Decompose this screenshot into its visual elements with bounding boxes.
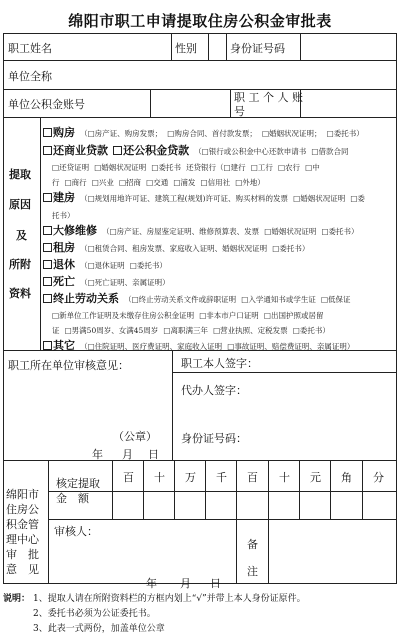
center-label-5: 审 批: [6, 548, 39, 561]
center-label-6: 意 见: [6, 563, 39, 576]
unit-year: 年: [92, 448, 103, 461]
center-label-3: 积金管: [6, 518, 39, 531]
reason-repay-banks: 行 □商行 □兴业 □招商 □交通 □浦发 □信用社 □外地）: [52, 178, 265, 187]
reason-other[interactable]: 其它 （□住院证明、医疗费证明、家庭收入证明 □事故证明、赔偿费证明、亲属证明）: [43, 334, 354, 353]
gender-label: 性别: [175, 42, 197, 55]
death-checkbox[interactable]: [43, 277, 52, 286]
remark-label-1: 备: [247, 538, 258, 551]
reason-repair[interactable]: 大修维修 （□房产证、房屋鉴定证明、维修预算表、发票 □婚姻状况证明 □委托书）: [43, 219, 359, 238]
unit-seal: （公章）: [113, 430, 157, 443]
note-item: 2、委托书必须为公证委托书。: [33, 609, 156, 619]
amount-col: [143, 460, 144, 519]
reason-label-5: 资料: [9, 287, 31, 300]
amount-unit: 百: [123, 471, 134, 484]
repair-checkbox[interactable]: [43, 226, 52, 235]
reason-death[interactable]: 死亡 （□死亡证明、亲属证明）: [43, 270, 170, 289]
terminate-checkbox[interactable]: [43, 294, 52, 303]
reason-retire[interactable]: 退休 （□退休证明 □委托书）: [43, 253, 167, 272]
col-line: [226, 33, 227, 60]
remark-label-2: 注: [247, 565, 258, 578]
amount-unit: 万: [185, 471, 196, 484]
amount-unit: 十: [279, 471, 290, 484]
amount-col: [236, 460, 237, 583]
amount-label-1: 核定提取: [56, 477, 100, 490]
amount-label-2: 金 额: [56, 492, 89, 505]
employee-name-label: 职工姓名: [8, 42, 52, 55]
approval-month: 月: [180, 577, 191, 590]
rent-checkbox[interactable]: [43, 243, 52, 252]
reviewer-label: 审核人：: [54, 525, 98, 538]
note-item: 1、提取人请在所附资料栏的方框内划上“√”并带上本人身份证原件。: [33, 594, 306, 604]
reason-build-docs: 托书）: [52, 211, 75, 220]
reason-label-1: 提取: [9, 168, 31, 181]
border-left: [3, 33, 4, 583]
amount-unit: 十: [154, 471, 165, 484]
reason-repay-loan-docs: □还贷证明 □婚姻状况证明 □委托书 还贷银行（□建行 □工行 □农行 □中: [52, 163, 320, 172]
note-item: 3、此表一式两份，加盖单位公章: [33, 624, 165, 634]
reason-terminate-docs: □新单位工作证明及未缴存住房公积金证明 □非本市户口证明 □出国护照或居留: [52, 311, 324, 320]
amount-unit: 元: [310, 471, 321, 484]
border-bottom: [3, 583, 397, 584]
employee-signature-label: 职工本人签字：: [181, 357, 258, 370]
row-line: [3, 60, 397, 61]
reason-build[interactable]: 建房 （□规划用地许可证、建筑工程(规划)许可证、购买材料的发票 □婚姻状况证明 □委: [43, 186, 365, 205]
personal-account-label-1: 职 工 个 人 账: [234, 91, 303, 104]
unit-name-label: 单位全称: [8, 70, 52, 83]
personal-account-label-2: 号: [234, 105, 245, 118]
amount-col: [205, 460, 206, 519]
amount-unit: 千: [216, 471, 227, 484]
reason-terminate-docs-2: 证 □男满50周岁、女满45周岁 □离职满三年 □营业执照、定税发票 □委托书）: [52, 326, 330, 335]
reason-label-3: 及: [16, 229, 27, 242]
unit-day: 日: [148, 448, 159, 461]
amount-unit: 角: [341, 471, 352, 484]
reason-label-4: 所附: [9, 258, 31, 271]
amount-col: [330, 460, 331, 519]
signature-divider: [172, 372, 396, 373]
approval-year: 年: [146, 577, 157, 590]
amount-col: [174, 460, 175, 519]
approval-day: 日: [210, 577, 221, 590]
border-right: [396, 33, 397, 583]
amount-unit: 百: [247, 471, 258, 484]
notes-label: 说明：: [3, 594, 31, 604]
row-line: [3, 89, 397, 90]
amount-col: [362, 460, 363, 519]
fund-loan-checkbox[interactable]: [113, 146, 122, 155]
unit-account-label: 单位公积金账号: [8, 98, 85, 111]
amount-col: [299, 460, 300, 519]
border-top: [3, 33, 397, 34]
commercial-loan-checkbox[interactable]: [43, 146, 52, 155]
reason-label-2: 原因: [9, 198, 31, 211]
form-title: 绵阳市职工申请提取住房公积金审批表: [68, 12, 332, 30]
unit-review-label: 职工所在单位审核意见：: [8, 359, 129, 372]
reason-rent[interactable]: 租房 （□租赁合同、租房发票、家庭收入证明、婚姻状况证明 □委托书）: [43, 236, 309, 255]
reason-terminate[interactable]: 终止劳动关系 （□终止劳动关系文件或辞职证明 □入学通知书或学生证 □低保证: [43, 287, 351, 306]
reason-purchase[interactable]: 购房 （□房产证、购房发票； □购房合同、首付款发票； □婚姻状况证明； □委托书）: [43, 121, 364, 140]
col-line: [40, 117, 41, 350]
col-line: [208, 33, 209, 60]
col-line: [172, 350, 173, 460]
amount-divider: [48, 491, 397, 492]
proxy-signature-label: 代办人签字：: [181, 384, 247, 397]
amount-col: [268, 460, 269, 583]
other-checkbox[interactable]: [43, 341, 52, 350]
amount-unit: 分: [373, 471, 384, 484]
build-checkbox[interactable]: [43, 193, 52, 202]
purchase-checkbox[interactable]: [43, 128, 52, 137]
row-line: [48, 519, 397, 520]
col-line: [230, 89, 231, 117]
col-line: [300, 33, 301, 60]
col-line: [150, 89, 151, 117]
col-line: [48, 460, 49, 583]
row-line: [3, 117, 397, 118]
row-line: [3, 460, 397, 461]
center-label-4: 理中心: [6, 533, 39, 546]
center-label-1: 绵阳市: [6, 488, 39, 501]
retire-checkbox[interactable]: [43, 260, 52, 269]
col-line: [171, 33, 172, 60]
unit-month: 月: [122, 448, 133, 461]
col-line: [112, 460, 113, 519]
id-number-label: 身份证号码: [230, 42, 285, 55]
center-label-2: 住房公: [6, 503, 39, 516]
reason-repay-loan[interactable]: 还商业贷款 还公积金贷款 （□银行或公积金中心还款申请书 □借款合同: [43, 139, 348, 158]
proxy-id-label: 身份证号码：: [181, 432, 247, 445]
